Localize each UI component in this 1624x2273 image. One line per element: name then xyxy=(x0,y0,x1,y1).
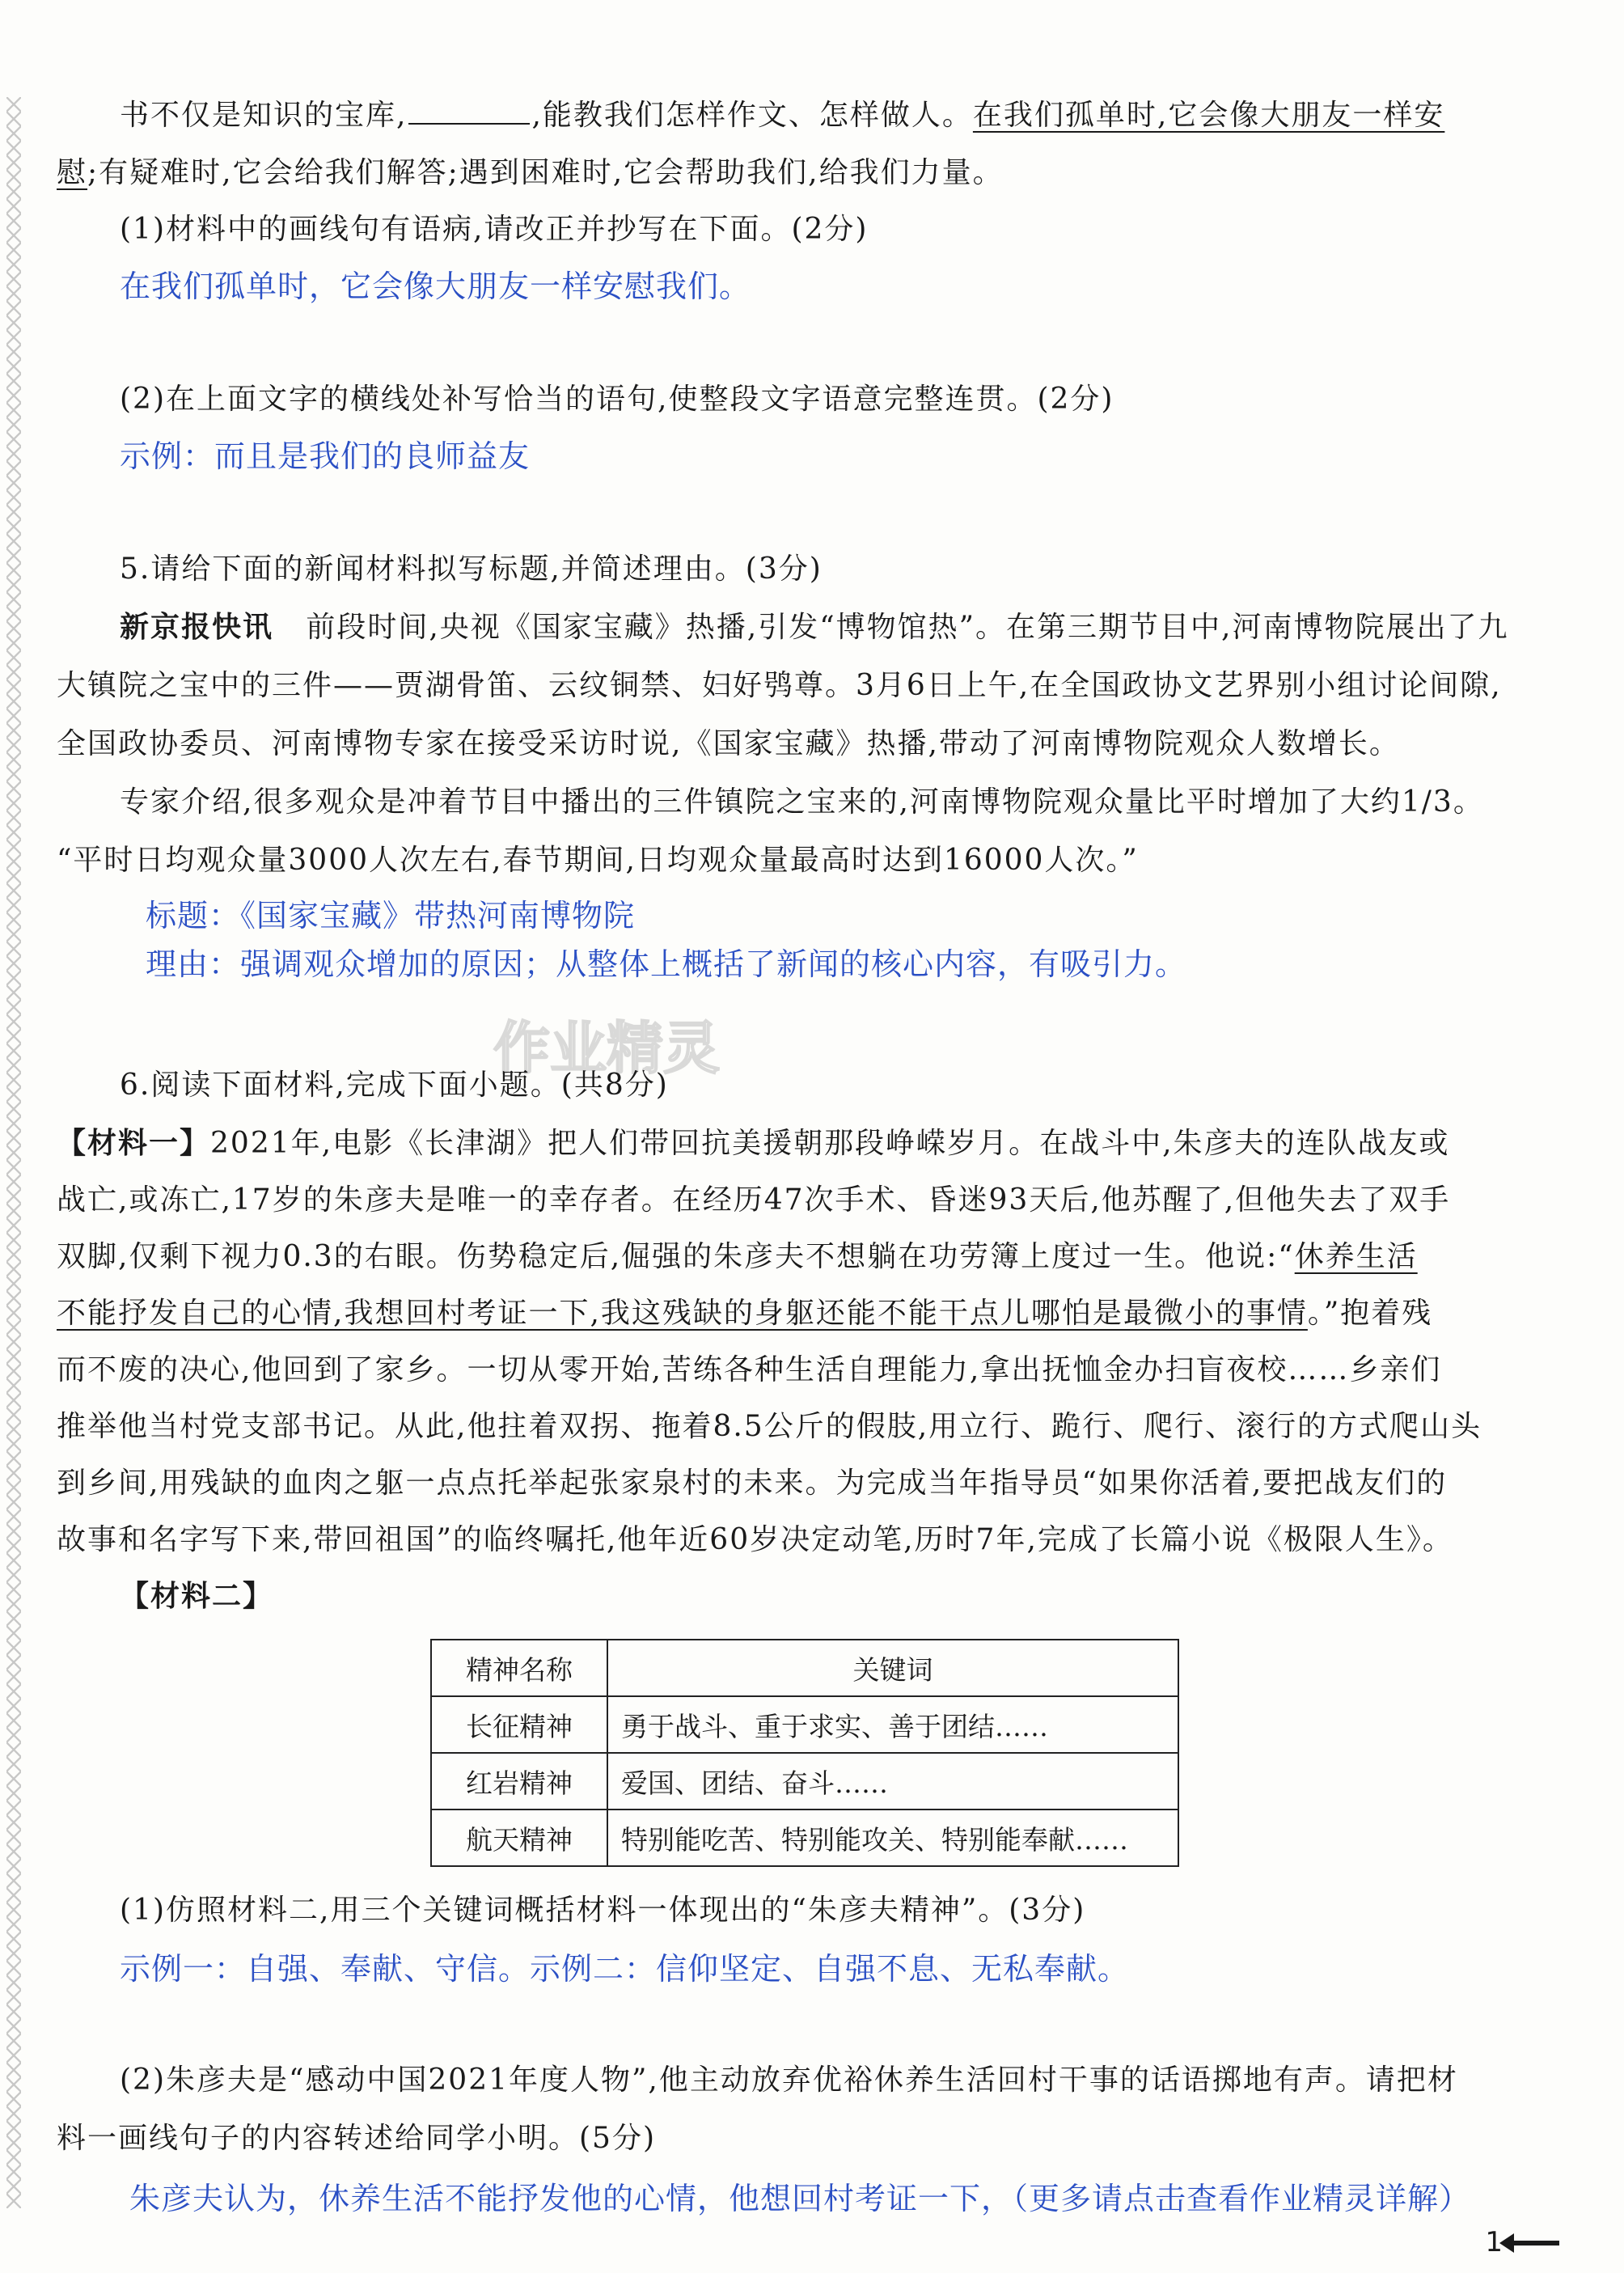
table-cell-keywords: 勇于战斗、重于求实、善于团结…… xyxy=(607,1696,1178,1753)
q5-source: 新京报快讯 xyxy=(120,611,274,644)
fill-blank[interactable] xyxy=(408,95,530,125)
q6-m1-line2: 战亡,或冻亡,17岁的朱彦夫是唯一的幸存者。在经历47次手术、昏迷93天后,他苏醒了,但他失去了双手 xyxy=(57,1183,1451,1217)
spirit-table xyxy=(430,1639,1179,1867)
table-row xyxy=(431,1753,1178,1810)
binding-edge xyxy=(6,97,21,2208)
q6-m1-underlined-start: 休养生活 xyxy=(1294,1240,1418,1273)
q6-sub1-answer: 示例一：自强、奉献、守信。示例二：信仰坚定、自强不息、无私奉献。 xyxy=(120,1951,1130,1987)
q6-m1-line3 xyxy=(57,1238,1569,1276)
table-cell-name: 长征精神 xyxy=(431,1696,607,1753)
q4-passage-line2 xyxy=(57,154,1569,193)
q6-m1-line8: 故事和名字写下来,带回祖国”的临终嘱托,他年近60岁决定动笔,历时7年,完成了长篇小说《极限人生》。 xyxy=(57,1523,1453,1556)
material2-label: 【材料二】 xyxy=(120,1580,274,1613)
q6-m1-line5: 而不废的决心,他回到了家乡。一切从零开始,苦练各种生活自理能力,拿出抚恤金办扫盲夜校……乡亲们 xyxy=(57,1353,1442,1386)
q6-sub2-answer[interactable] xyxy=(129,2179,1624,2218)
q6-m1-line1 xyxy=(57,1124,1569,1163)
table-row xyxy=(431,1696,1178,1753)
q4-passage-line1 xyxy=(120,95,1567,135)
table-header-name: 精神名称 xyxy=(431,1640,607,1696)
q5-para1-text: 前段时间,央视《国家宝藏》热播,引发“博物馆热”。在第三期节目中,河南博物院展出了九 xyxy=(306,611,1509,644)
q4-sub2-question: (2)在上面文字的横线处补写恰当的语句,使整段文字语意完整连贯。(2分) xyxy=(120,383,1114,416)
q4-sub1-question: (1)材料中的画线句有语病,请改正并抄写在下面。(2分) xyxy=(120,213,869,246)
q4-underlined-end: 慰 xyxy=(57,156,88,189)
q4-passage-c: ;有疑难时,它会给我们解答;遇到困难时,它会帮助我们,给我们力量。 xyxy=(87,156,1004,189)
table-cell-keywords: 爱国、团结、奋斗…… xyxy=(607,1753,1178,1810)
page-number: 1 xyxy=(1485,2226,1503,2258)
table-cell-keywords: 特别能吃苦、特别能攻关、特别能奉献…… xyxy=(607,1810,1178,1866)
table-cell-name: 红岩精神 xyxy=(431,1753,607,1810)
q4-sub1-answer: 在我们孤单时，它会像大朋友一样安慰我们。 xyxy=(120,269,751,304)
q6-sub2-answer-text[interactable]: 朱彦夫认为，休养生活不能抒发他的心情，他想回村考证一下，（更多请点击查看作业精灵详解） xyxy=(129,2181,1471,2216)
q6-m1-underlined-sentence: 不能抒发自己的心情,我想回村考证一下,我这残缺的身躯还能不能干点儿哪怕是最微小的事情 xyxy=(57,1297,1308,1330)
q6-m1-text3: 双脚,仅剩下视力0.3的右眼。伤势稳定后,倔强的朱彦夫不想躺在功劳簿上度过一生。他说:“ xyxy=(57,1240,1295,1273)
table-header-row xyxy=(431,1640,1178,1696)
watermark: 作业精灵 xyxy=(493,1015,720,1081)
table-row xyxy=(431,1810,1178,1866)
q6-m1-text1: 2021年,电影《长津湖》把人们带回抗美援朝那段峥嵘岁月。在战斗中,朱彦夫的连队战友或 xyxy=(210,1127,1450,1160)
q5-para1-line2: 大镇院之宝中的三件——贾湖骨笛、云纹铜禁、妇好鸮尊。3月6日上午,在全国政协文艺界别小组讨论间隙, xyxy=(57,669,1502,702)
q6-sub1-question: (1)仿照材料二,用三个关键词概括材料一体现出的“朱彦夫精神”。(3分) xyxy=(120,1894,1086,1927)
q6-m1-line4 xyxy=(57,1294,1569,1333)
q5-para2-line2: “平时日均观众量3000人次左右,春节期间,日均观众量最高时达到16000人次。” xyxy=(57,844,1139,877)
q6-sub2-question-line2: 料一画线句子的内容转述给同学小明。(5分) xyxy=(57,2122,656,2155)
table-cell-name: 航天精神 xyxy=(431,1810,607,1866)
q6-question: 6.阅读下面材料,完成下面小题。(共8分) xyxy=(120,1069,669,1102)
back-arrow-icon[interactable] xyxy=(1511,2241,1559,2245)
q5-answer-reason: 理由：强调观众增加的原因；从整体上概括了新闻的核心内容，有吸引力。 xyxy=(146,946,1187,982)
q4-passage-b: ,能教我们怎样作文、怎样做人。 xyxy=(531,99,973,132)
q4-passage-a: 书不仅是知识的宝库, xyxy=(120,99,408,132)
material1-label: 【材料一】 xyxy=(57,1127,211,1160)
q6-m1-line6: 推举他当村党支部书记。从此,他拄着双拐、拖着8.5公斤的假肢,用立行、跪行、爬行、滚行的方式爬山头 xyxy=(57,1410,1482,1443)
q4-sub2-answer: 示例：而且是我们的良师益友 xyxy=(120,438,531,474)
q5-para1-line3: 全国政协委员、河南博物专家在接受采访时说,《国家宝藏》热播,带动了河南博物院观众人数增长。 xyxy=(57,727,1400,760)
q6-m1-text4: 。”抱着残 xyxy=(1307,1297,1433,1330)
q4-underlined-sentence: 在我们孤单时,它会像大朋友一样安 xyxy=(972,99,1445,132)
q6-sub2-question-line1: (2)朱彦夫是“感动中国2021年度人物”,他主动放弃优裕休养生活回村干事的话语掷地有声。请把材 xyxy=(120,2063,1458,2097)
q5-para1-line1 xyxy=(120,608,1567,647)
q6-m1-line7: 到乡间,用残缺的血肉之躯一点点托举起张家泉村的未来。为完成当年指导员“如果你活着,要把战友们的 xyxy=(57,1467,1448,1500)
q5-question: 5.请给下面的新闻材料拟写标题,并简述理由。(3分) xyxy=(120,552,823,586)
q5-para2-line1: 专家介绍,很多观众是冲着节目中播出的三件镇院之宝来的,河南博物院观众量比平时增加了大约1/3。 xyxy=(120,785,1484,819)
q5-answer-title: 标题：《国家宝藏》带热河南博物院 xyxy=(146,898,636,933)
table-header-keywords: 关键词 xyxy=(607,1640,1178,1696)
